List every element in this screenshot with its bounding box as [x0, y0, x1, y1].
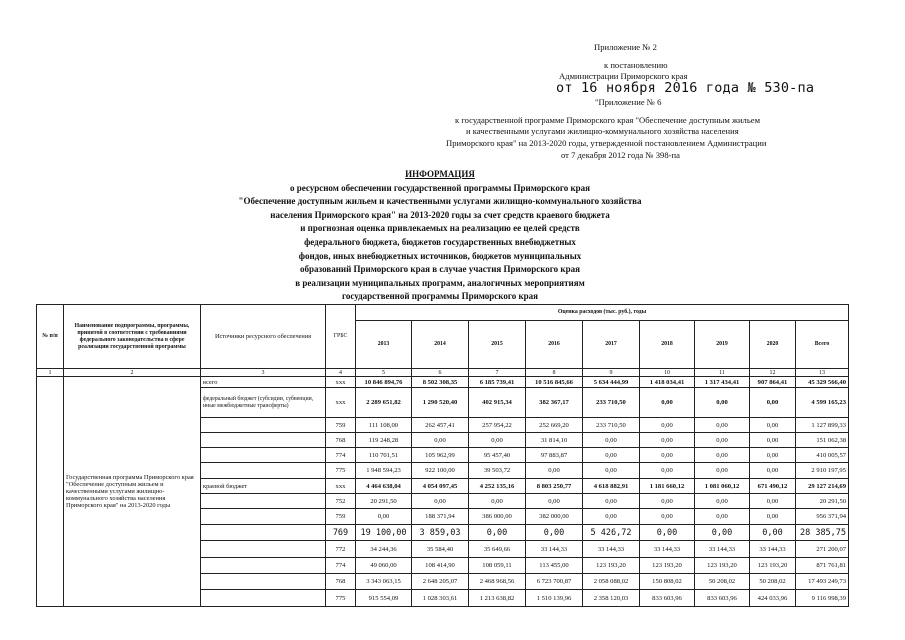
value-cell: 39 503,72 [469, 463, 526, 479]
column-number: 2 [64, 369, 201, 377]
value-cell: 271 200,07 [796, 541, 849, 558]
value-cell: 262 457,41 [412, 418, 469, 433]
value-cell: 915 554,09 [356, 590, 412, 607]
value-cell: 0,00 [640, 509, 695, 525]
source-cell [201, 448, 326, 463]
value-cell: 0,00 [695, 463, 750, 479]
year-header: 2018 [640, 321, 695, 369]
value-cell: 4 054 097,45 [412, 479, 469, 494]
value-cell: 956 371,94 [796, 509, 849, 525]
title-line: и прогнозная оценка привлекаемых на реализацию ее целей средств [300, 223, 580, 234]
value-cell: 833 603,96 [695, 590, 750, 607]
column-number: 4 [326, 369, 356, 377]
value-cell: 4 618 882,91 [583, 479, 640, 494]
source-cell [201, 558, 326, 574]
value-cell: 382 367,17 [526, 388, 583, 418]
grbs-cell: 759 [326, 509, 356, 525]
source-cell: федеральный бюджет (субсидии, субвенции, иные межбюджетные трансферты) [201, 388, 326, 418]
value-cell: 1 181 660,12 [640, 479, 695, 494]
value-cell: 2 358 120,03 [583, 590, 640, 607]
value-cell: 0,00 [640, 418, 695, 433]
appendix6-label: "Приложение № 6 [595, 97, 662, 107]
value-cell: 0,00 [583, 494, 640, 509]
value-cell: 0,00 [695, 509, 750, 525]
source-cell [201, 590, 326, 607]
title-line: в реализации муниципальных программ, аналогичных мероприятиям [295, 277, 585, 288]
value-cell: 19 100,00 [356, 525, 412, 541]
value-cell: 4 464 638,04 [356, 479, 412, 494]
value-cell: 50 208,02 [695, 574, 750, 590]
value-cell: 17 493 249,73 [796, 574, 849, 590]
program-line1: к государственной программе Приморского края "Обеспечение доступным жильем [455, 115, 761, 125]
col-grbs-header: ГРБС [326, 305, 356, 369]
value-cell: 20 291,50 [356, 494, 412, 509]
title-line: государственной программы Приморского края [341, 291, 539, 302]
column-number: 9 [583, 369, 640, 377]
value-cell: 119 248,28 [356, 433, 412, 448]
value-cell: 6 723 700,87 [526, 574, 583, 590]
value-cell: 33 144,33 [526, 541, 583, 558]
value-cell: 0,00 [640, 463, 695, 479]
value-cell: 10 516 845,66 [526, 377, 583, 388]
value-cell: 0,00 [750, 418, 796, 433]
value-cell: 188 371,94 [412, 509, 469, 525]
to-resolution: к постановлению [604, 60, 668, 70]
value-cell: 252 669,20 [526, 418, 583, 433]
value-cell: 4 599 165,23 [796, 388, 849, 418]
value-cell: 4 252 135,16 [469, 479, 526, 494]
value-cell: 6 185 739,41 [469, 377, 526, 388]
title-line: фондов, иных внебюджетных источников, бюджетов муниципальных [298, 250, 582, 261]
value-cell: 10 846 894,76 [356, 377, 412, 388]
value-cell: 5 634 444,99 [583, 377, 640, 388]
value-cell: 35 584,40 [412, 541, 469, 558]
value-cell: 0,00 [356, 509, 412, 525]
value-cell: 1 290 520,40 [412, 388, 469, 418]
column-number: 12 [750, 369, 796, 377]
value-cell: 9 116 998,39 [796, 590, 849, 607]
grbs-cell: 768 [326, 433, 356, 448]
grbs-cell: 774 [326, 558, 356, 574]
year-header: 2014 [412, 321, 469, 369]
source-cell [201, 418, 326, 433]
value-cell: 0,00 [640, 433, 695, 448]
year-header: 2019 [695, 321, 750, 369]
value-cell: 424 033,96 [750, 590, 796, 607]
row-number-cell [37, 377, 64, 607]
appendix-label: Приложение № 2 [594, 42, 657, 52]
value-cell: 2 648 205,07 [412, 574, 469, 590]
value-cell: 28 385,75 [796, 525, 849, 541]
value-cell: 33 144,33 [695, 541, 750, 558]
value-cell: 1 418 034,41 [640, 377, 695, 388]
source-cell: всего [201, 377, 326, 388]
value-cell: 0,00 [412, 494, 469, 509]
grbs-cell: 752 [326, 494, 356, 509]
title-line: федерального бюджета, бюджетов государственных внебюджетных [304, 236, 576, 247]
estimate-header: Оценка расходов (тыс. руб.), годы [356, 305, 849, 321]
year-header: 2016 [526, 321, 583, 369]
year-header: 2020 [750, 321, 796, 369]
value-cell: 0,00 [750, 433, 796, 448]
value-cell: 0,00 [640, 525, 695, 541]
value-cell: 257 954,22 [469, 418, 526, 433]
value-cell: 0,00 [469, 494, 526, 509]
value-cell: 3 859,03 [412, 525, 469, 541]
value-cell: 0,00 [469, 433, 526, 448]
source-cell [201, 525, 326, 541]
source-cell: краевой бюджет [201, 479, 326, 494]
value-cell: 0,00 [695, 525, 750, 541]
value-cell: 0,00 [412, 433, 469, 448]
grbs-cell: 759 [326, 418, 356, 433]
value-cell: 5 426,72 [583, 525, 640, 541]
value-cell: 97 883,87 [526, 448, 583, 463]
value-cell: 50 208,02 [750, 574, 796, 590]
column-number: 8 [526, 369, 583, 377]
value-cell: 0,00 [583, 433, 640, 448]
value-cell: 233 710,50 [583, 418, 640, 433]
value-cell: 2 468 968,56 [469, 574, 526, 590]
value-cell: 8 803 250,77 [526, 479, 583, 494]
col-sources-header: Источники ресурсного обеспечения [201, 305, 326, 369]
value-cell: 1 317 434,41 [695, 377, 750, 388]
value-cell: 105 962,99 [412, 448, 469, 463]
value-cell: 1 028 303,61 [412, 590, 469, 607]
value-cell: 20 291,50 [796, 494, 849, 509]
resources-table [36, 304, 849, 607]
doc-title [150, 168, 730, 304]
value-cell: 922 100,00 [412, 463, 469, 479]
value-cell: 0,00 [640, 448, 695, 463]
grbs-cell: xxx [326, 479, 356, 494]
value-cell: 31 814,10 [526, 433, 583, 448]
title-line: "Обеспечение доступным жильем и качественными услугами жилищно-коммунального хозяйства [238, 196, 642, 207]
value-cell: 95 457,40 [469, 448, 526, 463]
value-cell: 0,00 [695, 494, 750, 509]
program-name-cell: Государственная программа Приморского края "Обеспечение доступным жильем и качественными услугами жилищно-коммунального хозяйства населения Приморского края" на 2013-2020 годы [64, 377, 201, 607]
value-cell: 833 603,96 [640, 590, 695, 607]
value-cell: 3 343 063,15 [356, 574, 412, 590]
value-cell: 0,00 [695, 418, 750, 433]
title-line: о ресурсном обеспечении государственной программы Приморского края [289, 182, 590, 193]
value-cell: 0,00 [695, 388, 750, 418]
table-row [37, 377, 849, 388]
col-name-header: Наименование подпрограммы, программы, принятой в соответствии с требованиями федерального законодательства в сфере реализации государственной программы [64, 305, 201, 369]
source-cell [201, 433, 326, 448]
column-number: 7 [469, 369, 526, 377]
column-number: 10 [640, 369, 695, 377]
administration-label: Администрации Приморского края [559, 71, 688, 81]
value-cell: 151 062,38 [796, 433, 849, 448]
year-header: 2013 [356, 321, 412, 369]
year-header: Всего [796, 321, 849, 369]
title-line: образований Приморского края в случае участия Приморского края [300, 264, 580, 275]
source-cell [201, 509, 326, 525]
program-line3: Приморского края" на 2013-2020 годы, утвержденной постановлением Администрации [446, 138, 767, 148]
grbs-cell: xxx [326, 377, 356, 388]
value-cell: 123 193,20 [750, 558, 796, 574]
program-line4: от 7 декабря 2012 года № 398-па [561, 150, 680, 160]
value-cell: 0,00 [640, 494, 695, 509]
grbs-cell: 775 [326, 590, 356, 607]
value-cell: 0,00 [750, 509, 796, 525]
value-cell: 0,00 [526, 494, 583, 509]
grbs-cell: 768 [326, 574, 356, 590]
value-cell: 1 081 060,12 [695, 479, 750, 494]
value-cell: 0,00 [750, 388, 796, 418]
value-cell: 150 808,02 [640, 574, 695, 590]
column-number: 1 [37, 369, 64, 377]
value-cell: 907 864,41 [750, 377, 796, 388]
value-cell: 0,00 [695, 448, 750, 463]
value-cell: 0,00 [526, 525, 583, 541]
value-cell: 382 000,00 [526, 509, 583, 525]
value-cell: 111 108,00 [356, 418, 412, 433]
value-cell: 0,00 [526, 463, 583, 479]
year-header: 2015 [469, 321, 526, 369]
value-cell: 8 502 308,35 [412, 377, 469, 388]
value-cell: 35 649,66 [469, 541, 526, 558]
col-num-header: № п/п [37, 305, 64, 369]
year-header: 2017 [583, 321, 640, 369]
value-cell: 2 289 651,82 [356, 388, 412, 418]
value-cell: 0,00 [750, 525, 796, 541]
grbs-cell: 769 [326, 525, 356, 541]
value-cell: 0,00 [640, 388, 695, 418]
date-number: от 16 ноября 2016 года № 530-па [556, 80, 815, 96]
value-cell: 0,00 [583, 509, 640, 525]
value-cell: 386 000,00 [469, 509, 526, 525]
value-cell: 33 144,33 [640, 541, 695, 558]
value-cell: 33 144,33 [750, 541, 796, 558]
value-cell: 0,00 [750, 463, 796, 479]
value-cell: 1 213 638,82 [469, 590, 526, 607]
value-cell: 871 761,81 [796, 558, 849, 574]
title-line: населения Приморского края" на 2013-2020 годы за счет средств краевого бюджета [270, 209, 610, 220]
value-cell: 108 414,90 [412, 558, 469, 574]
value-cell: 113 455,00 [526, 558, 583, 574]
source-cell [201, 494, 326, 509]
value-cell: 0,00 [695, 433, 750, 448]
value-cell: 2 058 088,02 [583, 574, 640, 590]
value-cell: 2 910 197,95 [796, 463, 849, 479]
column-number: 11 [695, 369, 750, 377]
value-cell: 45 329 566,40 [796, 377, 849, 388]
value-cell: 123 193,20 [583, 558, 640, 574]
value-cell: 0,00 [583, 463, 640, 479]
value-cell: 0,00 [750, 448, 796, 463]
source-cell [201, 463, 326, 479]
value-cell: 108 059,11 [469, 558, 526, 574]
value-cell: 0,00 [750, 494, 796, 509]
column-number: 13 [796, 369, 849, 377]
grbs-cell: xxx [326, 388, 356, 418]
grbs-cell: 774 [326, 448, 356, 463]
value-cell: 33 144,33 [583, 541, 640, 558]
grbs-cell: 775 [326, 463, 356, 479]
value-cell: 1 127 899,33 [796, 418, 849, 433]
value-cell: 29 127 214,69 [796, 479, 849, 494]
column-number: 3 [201, 369, 326, 377]
value-cell: 233 710,50 [583, 388, 640, 418]
source-cell [201, 541, 326, 558]
column-number: 5 [356, 369, 412, 377]
column-number: 6 [412, 369, 469, 377]
source-cell [201, 574, 326, 590]
value-cell: 1 510 139,96 [526, 590, 583, 607]
value-cell: 123 193,20 [640, 558, 695, 574]
value-cell: 123 193,20 [695, 558, 750, 574]
value-cell: 34 244,36 [356, 541, 412, 558]
value-cell: 0,00 [469, 525, 526, 541]
value-cell: 110 701,51 [356, 448, 412, 463]
value-cell: 0,00 [583, 448, 640, 463]
value-cell: 49 060,00 [356, 558, 412, 574]
value-cell: 402 915,34 [469, 388, 526, 418]
grbs-cell: 772 [326, 541, 356, 558]
value-cell: 1 948 594,23 [356, 463, 412, 479]
value-cell: 671 490,12 [750, 479, 796, 494]
value-cell: 410 005,57 [796, 448, 849, 463]
program-line2: и качественными услугами жилищно-коммунального хозяйства населения [466, 126, 739, 136]
title-heading: ИНФОРМАЦИЯ [405, 169, 475, 179]
